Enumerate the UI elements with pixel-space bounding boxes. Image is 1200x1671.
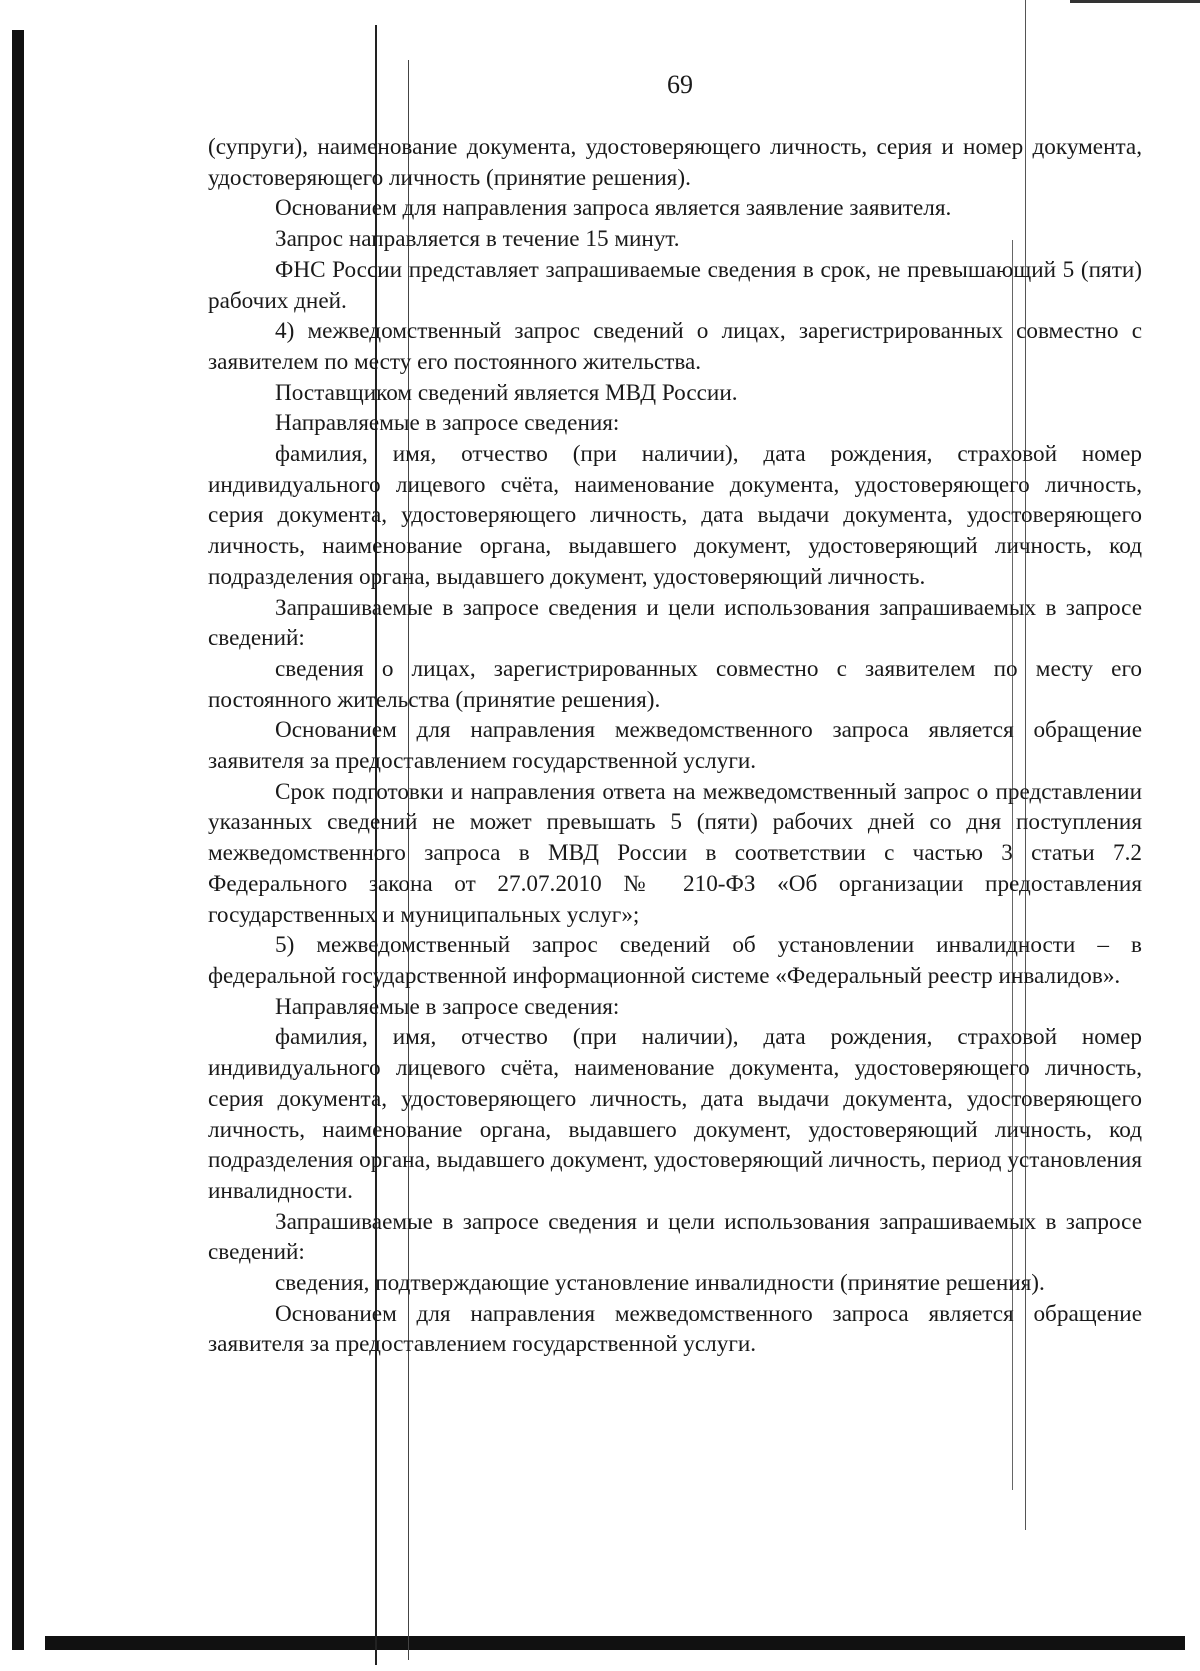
paragraph: фамилия, имя, отчество (при наличии), дата рождения, страховой номер индивидуального лицевого счёта, наименование документа, удостоверяющего личность, серия документа, удостоверяющего личность, дата выдачи документа, удостоверяющего личность, наименование органа, выдавшего документ, удостоверяющий личность, код подразделения органа, выдавшего документ, удостоверяющий личность, период установления инвалидности.	[208, 1024, 1142, 1204]
document-body	[208, 132, 1142, 1360]
paragraph: Основанием для направления межведомственного запроса является обращение заявителя за предоставлением государственной услуги.	[208, 1300, 1142, 1358]
paragraph: ФНС России представляет запрашиваемые сведения в срок, не превышающий 5 (пяти) рабочих дней.	[208, 256, 1142, 314]
paragraph: Запрашиваемые в запросе сведения и цели использования запрашиваемых в запросе сведений:	[208, 594, 1142, 652]
paragraph: Запрос направляется в течение 15 минут.	[275, 226, 680, 253]
paragraph: сведения, подтверждающие установление инвалидности (принятие решения).	[275, 1270, 1045, 1297]
paragraph: Срок подготовки и направления ответа на межведомственный запрос о представлении указанных сведений не может превышать 5 (пяти) рабочих дней со дня поступления межведомственного запроса в МВД России в соответствии с частью 3 статьи 7.2 Федерального закона от 27.07.2010 № 210-ФЗ «Об организации предоставления государственных и муниципальных услуг»;	[208, 778, 1142, 928]
paragraph: фамилия, имя, отчество (при наличии), дата рождения, страховой номер индивидуального лицевого счёта, наименование документа, удостоверяющего личность, серия документа, удостоверяющего личность, дата выдачи документа, удостоверяющего личность, наименование органа, выдавшего документ, удостоверяющий личность, код подразделения органа, выдавшего документ, удостоверяющий личность.	[208, 441, 1142, 590]
scan-edge-bottom	[45, 1636, 1185, 1650]
paragraph: 4) межведомственный запрос сведений о лицах, зарегистрированных совместно с заявителем по месту его постоянного жительства.	[208, 318, 1142, 375]
paragraph: Основанием для направления межведомственного запроса является обращение заявителя за предоставлением государственной услуги.	[208, 717, 1142, 775]
page-number: 69	[667, 70, 693, 99]
paragraph: (супруги), наименование документа, удостоверяющего личность, серия и номер документа, удостоверяющего личность (принятие решения).	[208, 134, 1142, 191]
paragraph: Направляемые в запросе сведения:	[275, 410, 620, 437]
paragraph: Основанием для направления запроса является заявление заявителя.	[275, 195, 952, 222]
paragraph: Запрашиваемые в запросе сведения и цели использования запрашиваемых в запросе сведений:	[208, 1208, 1142, 1266]
paragraph: Поставщиком сведений является МВД России.	[275, 379, 738, 406]
paragraph: Направляемые в запросе сведения:	[275, 993, 620, 1020]
scan-edge-top	[1070, 0, 1200, 3]
scan-edge-left	[12, 30, 24, 1650]
paragraph: сведения о лицах, зарегистрированных совместно с заявителем по месту его постоянного жительства (принятие решения).	[208, 655, 1142, 713]
paragraph: 5) межведомственный запрос сведений об установлении инвалидности – в федеральной государственной информационной системе «Федеральный реестр инвалидов».	[208, 932, 1142, 989]
